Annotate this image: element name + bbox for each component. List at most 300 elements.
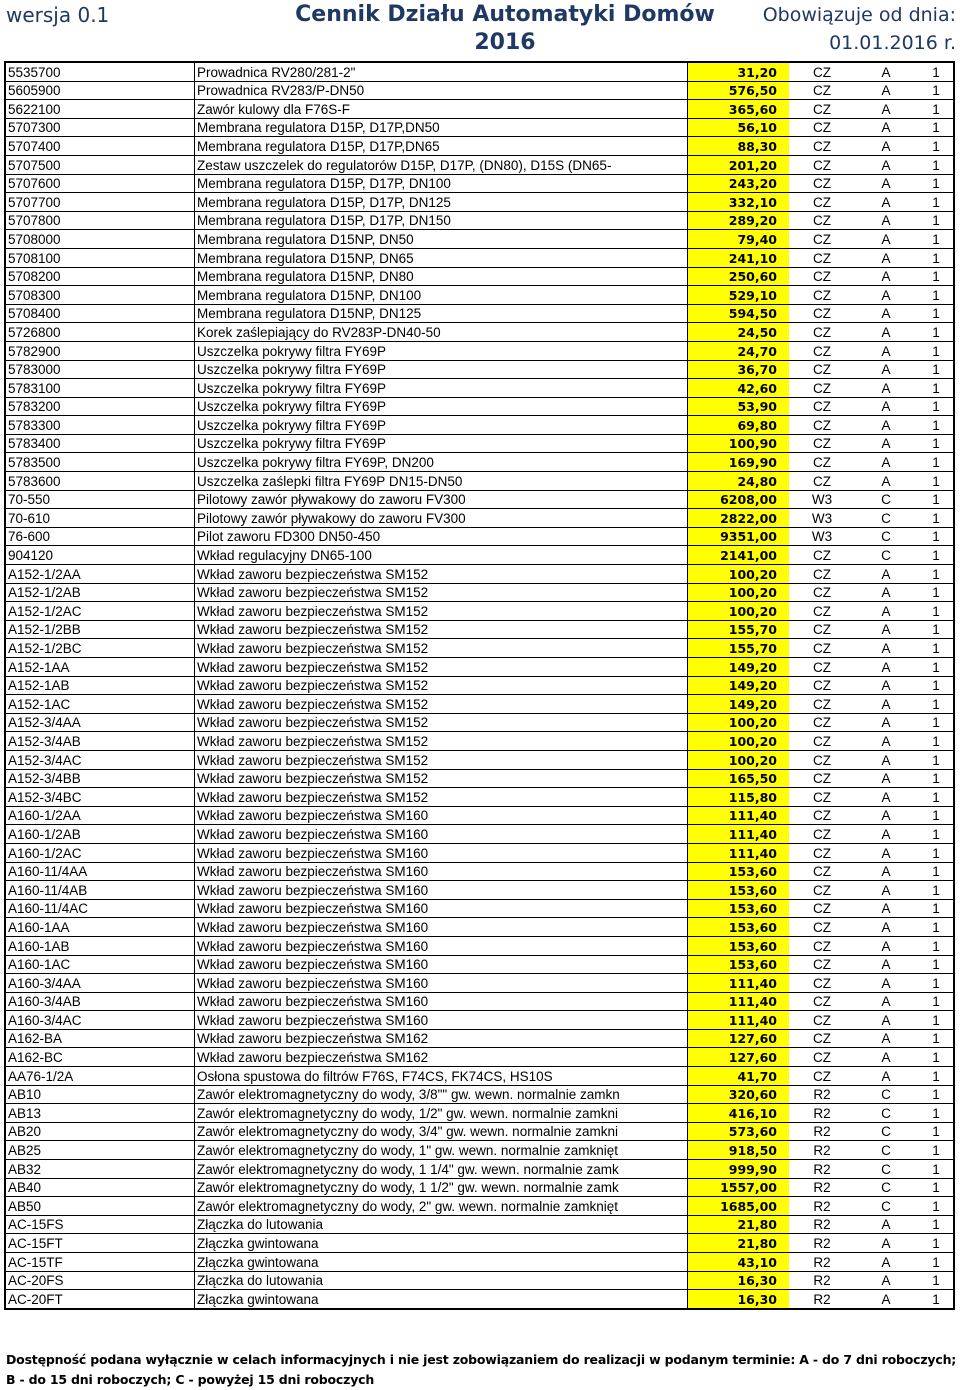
product-price: 41,70 — [688, 1067, 790, 1086]
product-group: W3 — [789, 509, 853, 528]
availability: A — [853, 379, 917, 398]
product-price: 1685,00 — [688, 1197, 790, 1216]
product-name: Pilot zaworu FD300 DN50-450 — [195, 527, 688, 546]
page-header — [0, 0, 960, 58]
product-code: 5707800 — [5, 211, 195, 230]
product-name: Złączka gwintowana — [195, 1234, 688, 1253]
product-group: CZ — [789, 825, 853, 844]
product-price: 42,60 — [688, 379, 790, 398]
product-name: Wkład zaworu bezpieczeństwa SM152 — [195, 583, 688, 602]
quantity: 1 — [917, 974, 954, 993]
product-group: CZ — [789, 248, 853, 267]
product-code: 5726800 — [5, 323, 195, 342]
product-group: CZ — [789, 453, 853, 472]
quantity: 1 — [917, 490, 954, 509]
product-price: 16,30 — [688, 1290, 790, 1309]
quantity: 1 — [917, 100, 954, 119]
table-row — [5, 565, 954, 584]
product-code: A152-1/2BB — [5, 620, 195, 639]
product-code: AC-20FT — [5, 1290, 195, 1309]
quantity: 1 — [917, 1160, 954, 1179]
product-price: 24,50 — [688, 323, 790, 342]
product-group: CZ — [789, 1029, 853, 1048]
product-group: CZ — [789, 788, 853, 807]
table-row — [5, 918, 954, 937]
availability: C — [853, 546, 917, 565]
availability: A — [853, 267, 917, 286]
table-row — [5, 472, 954, 491]
product-name: Uszczelka pokrywy filtra FY69P — [195, 360, 688, 379]
availability: A — [853, 1011, 917, 1030]
product-group: CZ — [789, 174, 853, 193]
availability: A — [853, 62, 917, 81]
product-price: 241,10 — [688, 248, 790, 267]
product-name: Wkład zaworu bezpieczeństwa SM152 — [195, 639, 688, 658]
product-code: 5605900 — [5, 81, 195, 100]
product-group: CZ — [789, 267, 853, 286]
quantity: 1 — [917, 211, 954, 230]
product-price: 153,60 — [688, 955, 790, 974]
product-price: 31,20 — [688, 62, 790, 81]
table-row — [5, 676, 954, 695]
availability: A — [853, 434, 917, 453]
product-code: 5708100 — [5, 248, 195, 267]
quantity: 1 — [917, 1029, 954, 1048]
version-label: wersja 0.1 — [6, 3, 110, 27]
availability: A — [853, 862, 917, 881]
availability: A — [853, 304, 917, 323]
table-row — [5, 1122, 954, 1141]
product-group: CZ — [789, 843, 853, 862]
product-code: 70-550 — [5, 490, 195, 509]
product-code: A160-3/4AC — [5, 1011, 195, 1030]
product-code: A160-1AA — [5, 918, 195, 937]
product-group: CZ — [789, 583, 853, 602]
product-group: R2 — [789, 1160, 853, 1179]
product-group: CZ — [789, 695, 853, 714]
availability: A — [853, 472, 917, 491]
product-group: CZ — [789, 397, 853, 416]
table-row — [5, 453, 954, 472]
table-row — [5, 137, 954, 156]
product-name: Wkład zaworu bezpieczeństwa SM152 — [195, 620, 688, 639]
availability: A — [853, 193, 917, 212]
quantity: 1 — [917, 806, 954, 825]
product-code: 5783600 — [5, 472, 195, 491]
product-code: 5708300 — [5, 286, 195, 305]
product-code: 5783200 — [5, 397, 195, 416]
product-name: Korek zaślepiający do RV283P-DN40-50 — [195, 323, 688, 342]
product-group: CZ — [789, 137, 853, 156]
product-code: A152-3/4AC — [5, 750, 195, 769]
product-code: 70-610 — [5, 509, 195, 528]
product-code: 5783500 — [5, 453, 195, 472]
product-group: CZ — [789, 100, 853, 119]
availability: A — [853, 620, 917, 639]
product-price: 111,40 — [688, 806, 790, 825]
product-group: CZ — [789, 620, 853, 639]
product-group: CZ — [789, 899, 853, 918]
quantity: 1 — [917, 602, 954, 621]
product-name: Zawór elektromagnetyczny do wody, 1" gw. wewn. normalnie zamknięt — [195, 1141, 688, 1160]
availability: A — [853, 788, 917, 807]
product-name: Uszczelka pokrywy filtra FY69P — [195, 397, 688, 416]
product-price: 100,20 — [688, 732, 790, 751]
product-price: 111,40 — [688, 843, 790, 862]
availability: A — [853, 1215, 917, 1234]
product-name: Wkład zaworu bezpieczeństwa SM160 — [195, 955, 688, 974]
product-code: 904120 — [5, 546, 195, 565]
table-row — [5, 211, 954, 230]
product-name: Membrana regulatora D15P, D17P, DN150 — [195, 211, 688, 230]
valid-from-date: 01.01.2016 r. — [829, 32, 956, 54]
availability: C — [853, 1197, 917, 1216]
product-group: CZ — [789, 230, 853, 249]
product-price: 918,50 — [688, 1141, 790, 1160]
availability: C — [853, 1085, 917, 1104]
product-code: 5708400 — [5, 304, 195, 323]
table-row — [5, 750, 954, 769]
product-code: 5782900 — [5, 341, 195, 360]
product-code: A160-11/4AA — [5, 862, 195, 881]
quantity: 1 — [917, 118, 954, 137]
quantity: 1 — [917, 936, 954, 955]
product-group: R2 — [789, 1215, 853, 1234]
product-price: 24,80 — [688, 472, 790, 491]
product-price: 332,10 — [688, 193, 790, 212]
product-price: 149,20 — [688, 676, 790, 695]
product-price: 149,20 — [688, 695, 790, 714]
product-name: Wkład zaworu bezpieczeństwa SM160 — [195, 974, 688, 993]
quantity: 1 — [917, 472, 954, 491]
availability: A — [853, 936, 917, 955]
product-name: Złączka do lutowania — [195, 1215, 688, 1234]
product-group: CZ — [789, 472, 853, 491]
product-name: Zawór kulowy dla F76S-F — [195, 100, 688, 119]
product-group: R2 — [789, 1122, 853, 1141]
product-code: A152-1/2AA — [5, 565, 195, 584]
quantity: 1 — [917, 788, 954, 807]
quantity: 1 — [917, 565, 954, 584]
product-name: Uszczelka pokrywy filtra FY69P — [195, 434, 688, 453]
product-group: CZ — [789, 713, 853, 732]
product-price: 573,60 — [688, 1122, 790, 1141]
product-price: 111,40 — [688, 1011, 790, 1030]
product-code: 5707500 — [5, 155, 195, 174]
quantity: 1 — [917, 379, 954, 398]
availability: A — [853, 1029, 917, 1048]
product-group: CZ — [789, 918, 853, 937]
product-group: R2 — [789, 1104, 853, 1123]
availability-note-line-2: B - do 15 dni roboczych; C - powyżej 15 dni roboczych — [6, 1372, 375, 1387]
availability: A — [853, 1271, 917, 1290]
price-table — [4, 61, 955, 1310]
availability: A — [853, 713, 917, 732]
table-row — [5, 193, 954, 212]
product-group: CZ — [789, 118, 853, 137]
product-name: Wkład zaworu bezpieczeństwa SM152 — [195, 676, 688, 695]
product-group: W3 — [789, 527, 853, 546]
table-row — [5, 174, 954, 193]
product-price: 529,10 — [688, 286, 790, 305]
availability: A — [853, 806, 917, 825]
product-price: 111,40 — [688, 992, 790, 1011]
product-price: 100,20 — [688, 713, 790, 732]
product-name: Uszczelka zaślepki filtra FY69P DN15-DN50 — [195, 472, 688, 491]
product-code: A160-1/2AC — [5, 843, 195, 862]
product-code: 5783400 — [5, 434, 195, 453]
product-group: R2 — [789, 1197, 853, 1216]
table-row — [5, 620, 954, 639]
product-code: A152-1AC — [5, 695, 195, 714]
product-code: 5783100 — [5, 379, 195, 398]
quantity: 1 — [917, 1122, 954, 1141]
product-group: CZ — [789, 546, 853, 565]
product-name: Wkład zaworu bezpieczeństwa SM160 — [195, 899, 688, 918]
quantity: 1 — [917, 1253, 954, 1272]
quantity: 1 — [917, 732, 954, 751]
product-price: 100,20 — [688, 750, 790, 769]
quantity: 1 — [917, 174, 954, 193]
product-code: AC-15FT — [5, 1234, 195, 1253]
table-row — [5, 658, 954, 677]
product-price: 243,20 — [688, 174, 790, 193]
product-price: 1557,00 — [688, 1178, 790, 1197]
product-name: Wkład zaworu bezpieczeństwa SM160 — [195, 881, 688, 900]
product-price: 2141,00 — [688, 546, 790, 565]
availability: A — [853, 750, 917, 769]
product-code: AB32 — [5, 1160, 195, 1179]
availability: A — [853, 323, 917, 342]
availability: C — [853, 1178, 917, 1197]
table-row — [5, 862, 954, 881]
product-price: 127,60 — [688, 1048, 790, 1067]
table-row — [5, 527, 954, 546]
availability: A — [853, 565, 917, 584]
table-row — [5, 1029, 954, 1048]
product-group: CZ — [789, 992, 853, 1011]
product-code: A162-BC — [5, 1048, 195, 1067]
product-code: A152-1AB — [5, 676, 195, 695]
product-group: CZ — [789, 676, 853, 695]
product-code: A152-1AA — [5, 658, 195, 677]
quantity: 1 — [917, 137, 954, 156]
product-code: 5707600 — [5, 174, 195, 193]
product-name: Zawór elektromagnetyczny do wody, 1/2" gw. wewn. normalnie zamkni — [195, 1104, 688, 1123]
table-row — [5, 100, 954, 119]
availability: A — [853, 416, 917, 435]
product-code: A160-1AC — [5, 955, 195, 974]
product-group: CZ — [789, 565, 853, 584]
table-row — [5, 1197, 954, 1216]
availability: C — [853, 509, 917, 528]
quantity: 1 — [917, 825, 954, 844]
product-code: AB10 — [5, 1085, 195, 1104]
product-group: CZ — [789, 81, 853, 100]
product-name: Uszczelka pokrywy filtra FY69P — [195, 416, 688, 435]
table-row — [5, 416, 954, 435]
product-group: CZ — [789, 62, 853, 81]
product-price: 69,80 — [688, 416, 790, 435]
product-code: A152-3/4BB — [5, 769, 195, 788]
product-price: 127,60 — [688, 1029, 790, 1048]
product-group: CZ — [789, 1011, 853, 1030]
product-name: Prowadnica RV283/P-DN50 — [195, 81, 688, 100]
product-code: 5708000 — [5, 230, 195, 249]
table-row — [5, 1048, 954, 1067]
product-name: Wkład zaworu bezpieczeństwa SM152 — [195, 769, 688, 788]
product-name: Wkład zaworu bezpieczeństwa SM160 — [195, 806, 688, 825]
table-row — [5, 788, 954, 807]
quantity: 1 — [917, 620, 954, 639]
product-price: 153,60 — [688, 881, 790, 900]
product-code: A152-1/2BC — [5, 639, 195, 658]
product-code: AB40 — [5, 1178, 195, 1197]
product-price: 100,20 — [688, 565, 790, 584]
table-row — [5, 62, 954, 81]
product-name: Uszczelka pokrywy filtra FY69P — [195, 379, 688, 398]
product-code: AB50 — [5, 1197, 195, 1216]
product-group: CZ — [789, 769, 853, 788]
quantity: 1 — [917, 843, 954, 862]
product-code: A160-1/2AA — [5, 806, 195, 825]
quantity: 1 — [917, 434, 954, 453]
quantity: 1 — [917, 1197, 954, 1216]
availability: C — [853, 1160, 917, 1179]
table-row — [5, 546, 954, 565]
product-price: 2822,00 — [688, 509, 790, 528]
availability: A — [853, 955, 917, 974]
quantity: 1 — [917, 527, 954, 546]
product-price: 21,80 — [688, 1234, 790, 1253]
product-code: A160-3/4AB — [5, 992, 195, 1011]
product-price: 594,50 — [688, 304, 790, 323]
valid-from — [763, 1, 956, 57]
quantity: 1 — [917, 1271, 954, 1290]
availability: A — [853, 137, 917, 156]
quantity: 1 — [917, 360, 954, 379]
product-group: CZ — [789, 881, 853, 900]
table-row — [5, 81, 954, 100]
product-group: CZ — [789, 806, 853, 825]
product-name: Zawór elektromagnetyczny do wody, 3/4" gw. wewn. normalnie zamkni — [195, 1122, 688, 1141]
table-row — [5, 323, 954, 342]
quantity: 1 — [917, 453, 954, 472]
quantity: 1 — [917, 1011, 954, 1030]
availability: A — [853, 286, 917, 305]
table-row — [5, 806, 954, 825]
quantity: 1 — [917, 286, 954, 305]
availability: A — [853, 676, 917, 695]
product-group: R2 — [789, 1234, 853, 1253]
availability: A — [853, 825, 917, 844]
table-row — [5, 304, 954, 323]
product-code: 5708200 — [5, 267, 195, 286]
availability: A — [853, 211, 917, 230]
availability: A — [853, 81, 917, 100]
product-group: CZ — [789, 323, 853, 342]
product-price: 115,80 — [688, 788, 790, 807]
product-group: R2 — [789, 1178, 853, 1197]
availability: C — [853, 1104, 917, 1123]
availability: A — [853, 360, 917, 379]
quantity: 1 — [917, 695, 954, 714]
product-group: CZ — [789, 155, 853, 174]
table-row — [5, 602, 954, 621]
table-row — [5, 1253, 954, 1272]
product-code: A160-1/2AB — [5, 825, 195, 844]
product-group: CZ — [789, 286, 853, 305]
product-name: Membrana regulatora D15P, D17P,DN50 — [195, 118, 688, 137]
quantity: 1 — [917, 918, 954, 937]
product-group: CZ — [789, 211, 853, 230]
product-name: Wkład regulacyjny DN65-100 — [195, 546, 688, 565]
valid-from-label: Obowiązuje od dnia: — [762, 4, 956, 26]
product-price: 24,70 — [688, 341, 790, 360]
product-price: 153,60 — [688, 918, 790, 937]
quantity: 1 — [917, 62, 954, 81]
product-group: CZ — [789, 304, 853, 323]
product-price: 289,20 — [688, 211, 790, 230]
product-code: 5783000 — [5, 360, 195, 379]
product-price: 100,90 — [688, 434, 790, 453]
product-name: Membrana regulatora D15P, D17P, DN100 — [195, 174, 688, 193]
product-name: Zawór elektromagnetyczny do wody, 2" gw. wewn. normalnie zamknięt — [195, 1197, 688, 1216]
table-row — [5, 843, 954, 862]
product-price: 79,40 — [688, 230, 790, 249]
product-price: 999,90 — [688, 1160, 790, 1179]
quantity: 1 — [917, 769, 954, 788]
product-code: AA76-1/2A — [5, 1067, 195, 1086]
quantity: 1 — [917, 397, 954, 416]
product-name: Wkład zaworu bezpieczeństwa SM160 — [195, 843, 688, 862]
quantity: 1 — [917, 1290, 954, 1309]
table-row — [5, 1234, 954, 1253]
quantity: 1 — [917, 1104, 954, 1123]
product-name: Wkład zaworu bezpieczeństwa SM152 — [195, 565, 688, 584]
product-price: 169,90 — [688, 453, 790, 472]
product-code: A152-1/2AB — [5, 583, 195, 602]
product-code: A160-3/4AA — [5, 974, 195, 993]
quantity: 1 — [917, 323, 954, 342]
product-name: Zawór elektromagnetyczny do wody, 1 1/2" gw. wewn. normalnie zamk — [195, 1178, 688, 1197]
product-group: CZ — [789, 602, 853, 621]
product-price: 365,60 — [688, 100, 790, 119]
table-row — [5, 1067, 954, 1086]
quantity: 1 — [917, 881, 954, 900]
product-name: Wkład zaworu bezpieczeństwa SM160 — [195, 936, 688, 955]
quantity: 1 — [917, 862, 954, 881]
quantity: 1 — [917, 899, 954, 918]
product-group: CZ — [789, 193, 853, 212]
table-row — [5, 732, 954, 751]
product-price: 56,10 — [688, 118, 790, 137]
quantity: 1 — [917, 992, 954, 1011]
table-row — [5, 230, 954, 249]
table-row — [5, 341, 954, 360]
table-row — [5, 992, 954, 1011]
availability: A — [853, 453, 917, 472]
availability: A — [853, 881, 917, 900]
product-name: Pilotowy zawór pływakowy do zaworu FV300 — [195, 490, 688, 509]
table-row — [5, 639, 954, 658]
quantity: 1 — [917, 341, 954, 360]
product-price: 250,60 — [688, 267, 790, 286]
availability: A — [853, 174, 917, 193]
quantity: 1 — [917, 193, 954, 212]
quantity: 1 — [917, 81, 954, 100]
product-name: Zawór elektromagnetyczny do wody, 1 1/4" gw. wewn. normalnie zamk — [195, 1160, 688, 1179]
